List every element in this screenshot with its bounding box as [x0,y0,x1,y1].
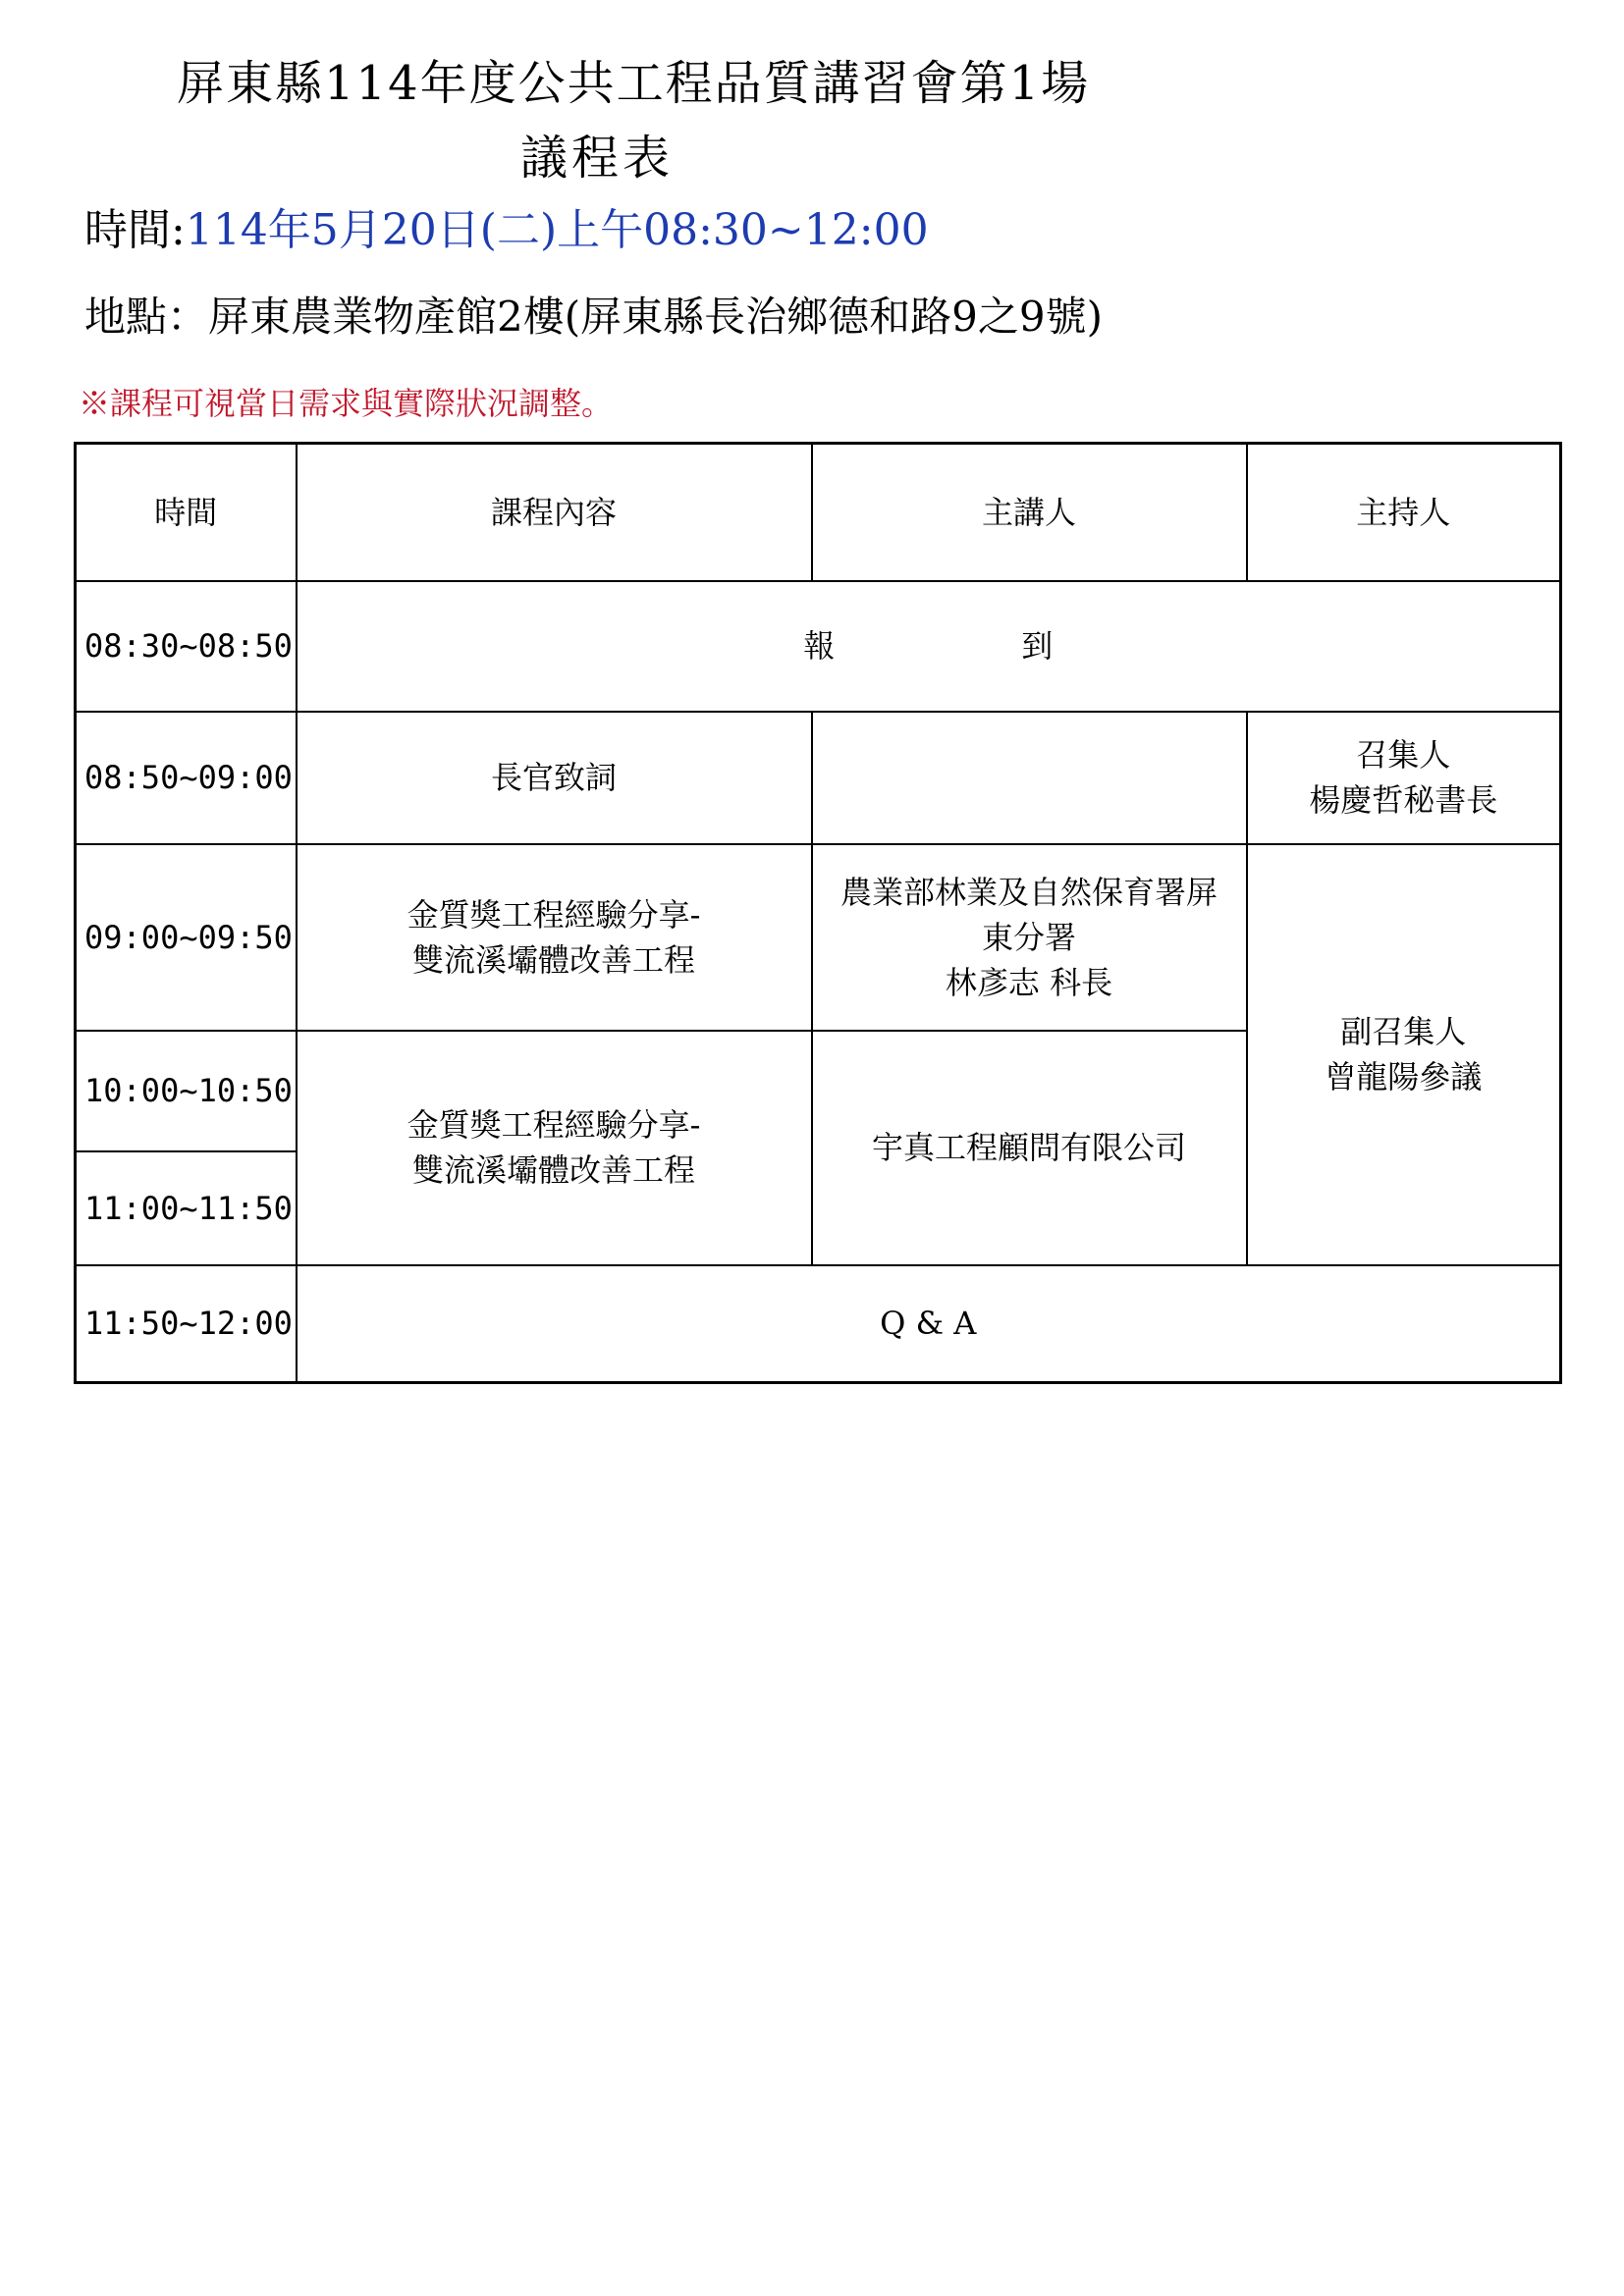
table-row [76,844,1561,1031]
host-role: 副召集人 [1340,1013,1467,1050]
row-speaker: 宇真工程顧問有限公司 [812,1031,1247,1265]
row-content [297,1031,812,1265]
row-time: 08:30~08:50 [76,581,297,712]
content-line-2: 雙流溪壩體改善工程 [411,940,695,979]
speaker-line-1: 農業部林業及自然保育署屏 [839,873,1218,911]
row-time: 08:50~09:00 [76,712,297,844]
registration-text-a: 報 [803,627,836,665]
speaker-line-2: 東分署 [981,918,1076,956]
row-content [297,844,812,1031]
row-time: 10:00~10:50 [76,1031,297,1151]
row-time: 09:00~09:50 [76,844,297,1031]
venue-value: 屏東農業物產館2樓(屏東縣長治鄉德和路9之9號) [208,293,1103,341]
page-title: 屏東縣114年度公共工程品質講習會第1場 [177,56,1091,111]
host-name: 楊慶哲秘書長 [1309,781,1498,819]
table-row [76,1265,1561,1383]
table-row [76,712,1561,844]
row-content: 長官致詞 [297,712,812,844]
table-row [76,581,1561,712]
row-time: 11:00~11:50 [76,1151,297,1265]
row-time: 11:50~12:00 [76,1265,297,1383]
time-label: 時間: [84,205,186,255]
table-header-row [76,444,1561,581]
venue-label: 地點： [84,293,209,341]
row-host [1247,844,1561,1265]
header-content: 課程內容 [297,444,812,581]
row-speaker [812,844,1247,1031]
content-line-1: 金質獎工程經驗分享- [406,895,701,934]
registration-cell [297,581,1561,712]
content-line-2: 雙流溪壩體改善工程 [411,1151,695,1189]
qa-cell: Q & A [297,1265,1561,1383]
page-subtitle: 議程表 [520,131,675,186]
row-host [1247,712,1561,844]
host-role: 召集人 [1356,736,1451,774]
schedule-note: ※課程可視當日需求與實際狀況調整。 [79,385,614,422]
header-host: 主持人 [1247,444,1561,581]
row-speaker [812,712,1247,844]
event-time [84,194,929,257]
registration-text-b: 到 [1021,627,1054,665]
header-speaker: 主講人 [812,444,1247,581]
speaker-line-3: 林彥志 科長 [945,963,1113,1001]
content-line-1: 金質獎工程經驗分享- [406,1106,701,1144]
header-time: 時間 [76,444,297,581]
event-venue [84,285,1103,344]
host-name: 曾龍陽參議 [1325,1058,1483,1095]
agenda-table [74,442,1562,1384]
time-value: 114年5月20日(二)上午08:30~12:00 [185,205,929,255]
